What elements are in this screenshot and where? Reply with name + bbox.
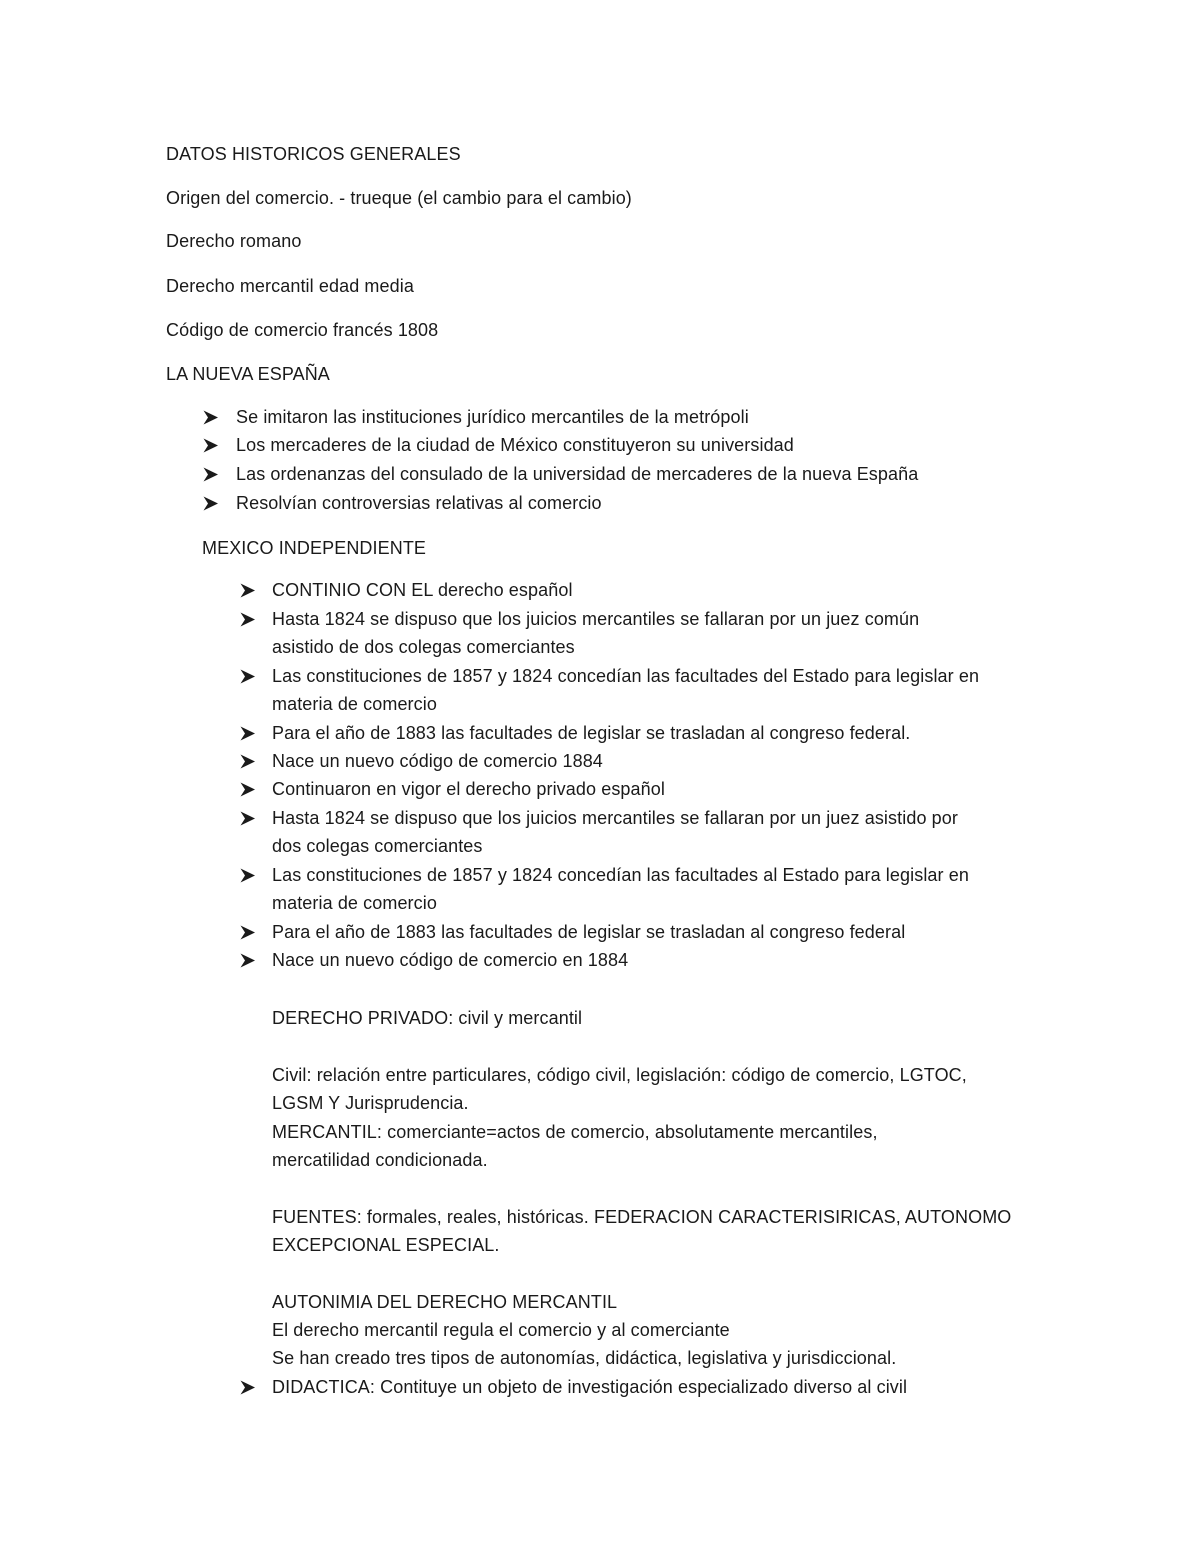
autonomia-line-2: Se han creado tres tipos de autonomías, didáctica, legislativa y jurisdiccional. — [272, 1348, 897, 1368]
derecho-privado-line: DERECHO PRIVADO: civil y mercantil — [272, 1008, 583, 1028]
origen-line: Origen del comercio. - trueque (el cambio para el cambio) — [166, 188, 632, 208]
list-item: CONTINIO CON EL derecho español — [272, 580, 573, 600]
arrowhead-bullet-icon — [240, 576, 258, 604]
arrowhead-bullet-icon — [240, 861, 258, 889]
fuentes-line-2: EXCEPCIONAL ESPECIAL. — [272, 1235, 500, 1255]
romano-line: Derecho romano — [166, 231, 302, 251]
list-item: Las constituciones de 1857 y 1824 concedían las facultades del Estado para legislar en — [272, 666, 980, 686]
list-item: Las ordenanzas del consulado de la universidad de mercaderes de la nueva España — [236, 464, 919, 484]
arrowhead-bullet-icon — [240, 1373, 258, 1401]
mexico-independiente-heading: MEXICO INDEPENDIENTE — [202, 538, 427, 558]
mercantil-line-1: MERCANTIL: comerciante=actos de comercio, absolutamente mercantiles, — [272, 1122, 878, 1142]
list-item: Nace un nuevo código de comercio 1884 — [272, 751, 603, 771]
codigo-frances-line: Código de comercio francés 1808 — [166, 320, 439, 340]
list-item: Las constituciones de 1857 y 1824 concedían las facultades al Estado para legislar en — [272, 865, 969, 885]
list-item: Hasta 1824 se dispuso que los juicios mercantiles se fallaran por un juez común — [272, 609, 920, 629]
list-item: Nace un nuevo código de comercio en 1884 — [272, 950, 629, 970]
document-title: DATOS HISTORICOS GENERALES — [166, 144, 461, 164]
arrowhead-bullet-icon — [240, 804, 258, 832]
arrowhead-bullet-icon — [203, 403, 221, 431]
list-item: Los mercaderes de la ciudad de México constituyeron su universidad — [236, 435, 794, 455]
civil-line-2: LGSM Y Jurisprudencia. — [272, 1093, 469, 1113]
list-item-continuation: materia de comercio — [272, 893, 437, 913]
arrowhead-bullet-icon — [240, 946, 258, 974]
arrowhead-bullet-icon — [240, 719, 258, 747]
civil-line-1: Civil: relación entre particulares, código civil, legislación: código de comercio, LGTOC, — [272, 1065, 967, 1085]
autonomia-line-1: El derecho mercantil regula el comercio y al comerciante — [272, 1320, 730, 1340]
list-item: Resolvían controversias relativas al comercio — [236, 493, 602, 513]
arrowhead-bullet-icon — [203, 489, 221, 517]
arrowhead-bullet-icon — [240, 747, 258, 775]
fuentes-line-1: FUENTES: formales, reales, históricas. FEDERACION CARACTERISIRICAS, AUTONOMO — [272, 1207, 1012, 1227]
arrowhead-bullet-icon — [240, 918, 258, 946]
list-item: Para el año de 1883 las facultades de legislar se trasladan al congreso federal — [272, 922, 906, 942]
arrowhead-bullet-icon — [240, 775, 258, 803]
arrowhead-bullet-icon — [240, 605, 258, 633]
edad-media-line: Derecho mercantil edad media — [166, 276, 414, 296]
list-item: Para el año de 1883 las facultades de legislar se trasladan al congreso federal. — [272, 723, 911, 743]
arrowhead-bullet-icon — [203, 460, 221, 488]
list-item-continuation: asistido de dos colegas comerciantes — [272, 637, 575, 657]
arrowhead-bullet-icon — [240, 662, 258, 690]
list-item: Hasta 1824 se dispuso que los juicios mercantiles se fallaran por un juez asistido por — [272, 808, 958, 828]
list-item: Se imitaron las instituciones jurídico mercantiles de la metrópoli — [236, 407, 749, 427]
nueva-espana-heading: LA NUEVA ESPAÑA — [166, 364, 330, 384]
autonomia-heading: AUTONIMIA DEL DERECHO MERCANTIL — [272, 1292, 618, 1312]
list-item: DIDACTICA: Contituye un objeto de investigación especializado diverso al civil — [272, 1377, 908, 1397]
list-item-continuation: dos colegas comerciantes — [272, 836, 483, 856]
list-item-continuation: materia de comercio — [272, 694, 437, 714]
list-item: Continuaron en vigor el derecho privado español — [272, 779, 665, 799]
arrowhead-bullet-icon — [203, 431, 221, 459]
mercantil-line-2: mercatilidad condicionada. — [272, 1150, 488, 1170]
